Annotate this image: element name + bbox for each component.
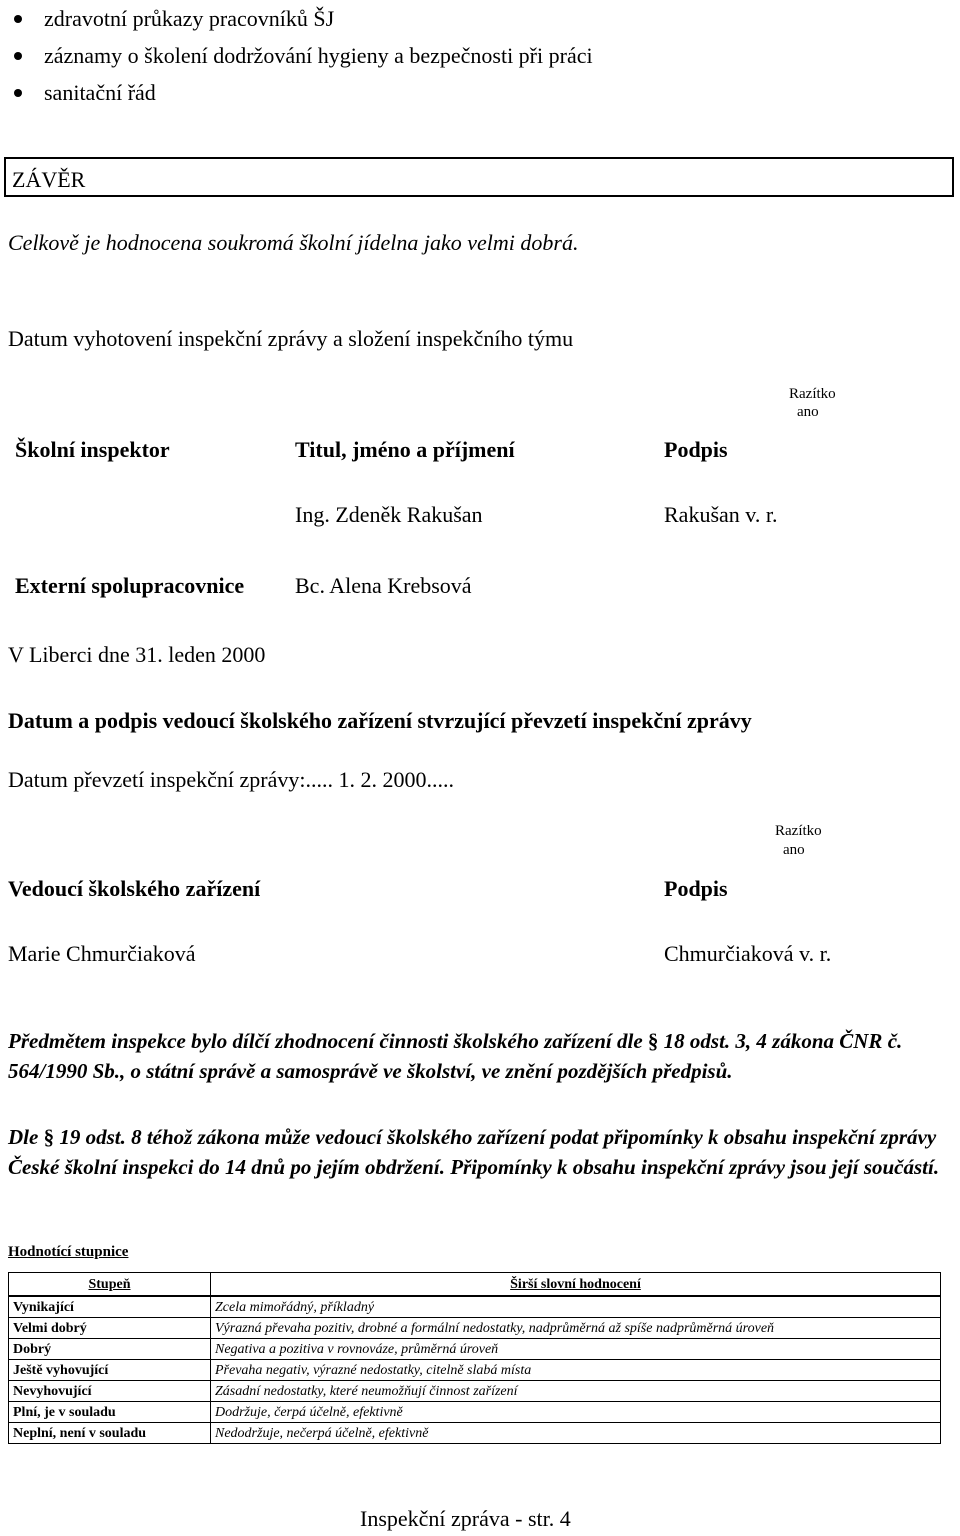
team-heading: Datum vyhotovení inspekční zprávy a složení inspekčního týmu	[8, 326, 574, 351]
page-footer: Inspekční zpráva - str. 4	[360, 1506, 571, 1531]
level-cell: Velmi dobrý	[9, 1318, 211, 1339]
conclusion-text: Celkově je hodnocena soukromá školní jídelna jako velmi dobrá.	[8, 230, 579, 255]
list-item: sanitační řád	[14, 80, 593, 117]
legal-paragraph-1: Předmětem inspekce bylo dílčí zhodnocení činnosti školského zařízení dle § 18 odst. 3, 4 zákona ČNR č. 564/1990 Sb., o státní správě a samosprávě ve školství, ve znění pozdějších předpisů.	[8, 1029, 903, 1083]
stamp-label: Razítko	[775, 823, 822, 839]
col-level-header: Stupeň	[9, 1273, 211, 1297]
bullet-icon	[14, 52, 22, 60]
external-name: Bc. Alena Krebsová	[295, 573, 472, 598]
legal-paragraph-2: Dle § 19 odst. 8 téhož zákona může vedoucí školského zařízení podat připomínky k obsahu inspekční zprávy České školní inspekci do 14 dnů po jejím obdržení. Připomínky k obsahu inspekční zprávy jsou její součástí.	[8, 1125, 940, 1179]
section-sign: §	[43, 1125, 55, 1149]
role-inspector: Školní inspektor	[15, 437, 170, 462]
table-row	[9, 1381, 941, 1402]
level-cell: Dobrý	[9, 1339, 211, 1360]
checklist	[14, 6, 593, 117]
desc-cell: Negativa a pozitiva v rovnováze, průměrná úroveň	[211, 1339, 941, 1360]
stamp-value: ano	[797, 404, 819, 420]
table-row	[9, 1360, 941, 1381]
col-signature-header: Podpis	[664, 876, 728, 901]
level-cell: Vynikající	[9, 1296, 211, 1318]
bullet-icon	[14, 89, 22, 97]
inspector-signature: Rakušan v. r.	[664, 502, 778, 527]
bullet-icon	[14, 15, 22, 23]
desc-cell: Dodržuje, čerpá účelně, efektivně	[211, 1402, 941, 1423]
stamp-value: ano	[783, 842, 805, 858]
role-external: Externí spolupracovnice	[15, 573, 245, 598]
table-row	[9, 1339, 941, 1360]
scale-title: Hodnotící stupnice	[8, 1244, 129, 1260]
conclusion-heading: ZÁVĚR	[12, 167, 86, 192]
level-cell: Nevyhovující	[9, 1381, 211, 1402]
table-row	[9, 1318, 941, 1339]
desc-cell: Nedodržuje, nečerpá účelně, efektivně	[211, 1423, 941, 1444]
table-row	[9, 1402, 941, 1423]
desc-cell: Převaha negativ, výrazné nedostatky, citelně slabá místa	[211, 1360, 941, 1381]
list-item: záznamy o školení dodržování hygieny a bezpečnosti při práci	[14, 43, 593, 80]
conclusion-heading-box	[4, 157, 954, 197]
table-header-row	[9, 1273, 941, 1297]
inspector-name: Ing. Zdeněk Rakušan	[295, 502, 483, 527]
col-desc-header: Širší slovní hodnocení	[211, 1273, 941, 1297]
section-sign: §	[647, 1029, 659, 1053]
table-row	[9, 1423, 941, 1444]
level-cell: Neplní, není v souladu	[9, 1423, 211, 1444]
level-cell: Plní, je v souladu	[9, 1402, 211, 1423]
head-name: Marie Chmurčiaková	[8, 941, 196, 966]
level-cell: Ještě vyhovující	[9, 1360, 211, 1381]
desc-cell: Zcela mimořádný, příkladný	[211, 1296, 941, 1318]
acceptance-date: Datum převzetí inspekční zprávy:..... 1. 2. 2000.....	[8, 767, 455, 792]
stamp-label: Razítko	[789, 386, 836, 402]
rating-scale-table	[8, 1272, 941, 1444]
list-item: zdravotní průkazy pracovníků ŠJ	[14, 6, 593, 43]
desc-cell: Výrazná převaha pozitiv, drobné a formální nedostatky, nadprůměrná až spíše nadprůměrná úroveň	[211, 1318, 941, 1339]
col-signature-header: Podpis	[664, 437, 728, 462]
desc-cell: Zásadní nedostatky, které neumožňují činnost zařízení	[211, 1381, 941, 1402]
role-head: Vedoucí školského zařízení	[8, 876, 261, 901]
place-date: V Liberci dne 31. leden 2000	[8, 642, 266, 667]
table-row	[9, 1296, 941, 1318]
head-signature: Chmurčiaková v. r.	[664, 941, 832, 966]
acceptance-heading: Datum a podpis vedoucí školského zařízení stvrzující převzetí inspekční zprávy	[8, 708, 752, 733]
col-name-header: Titul, jméno a příjmení	[295, 437, 515, 462]
